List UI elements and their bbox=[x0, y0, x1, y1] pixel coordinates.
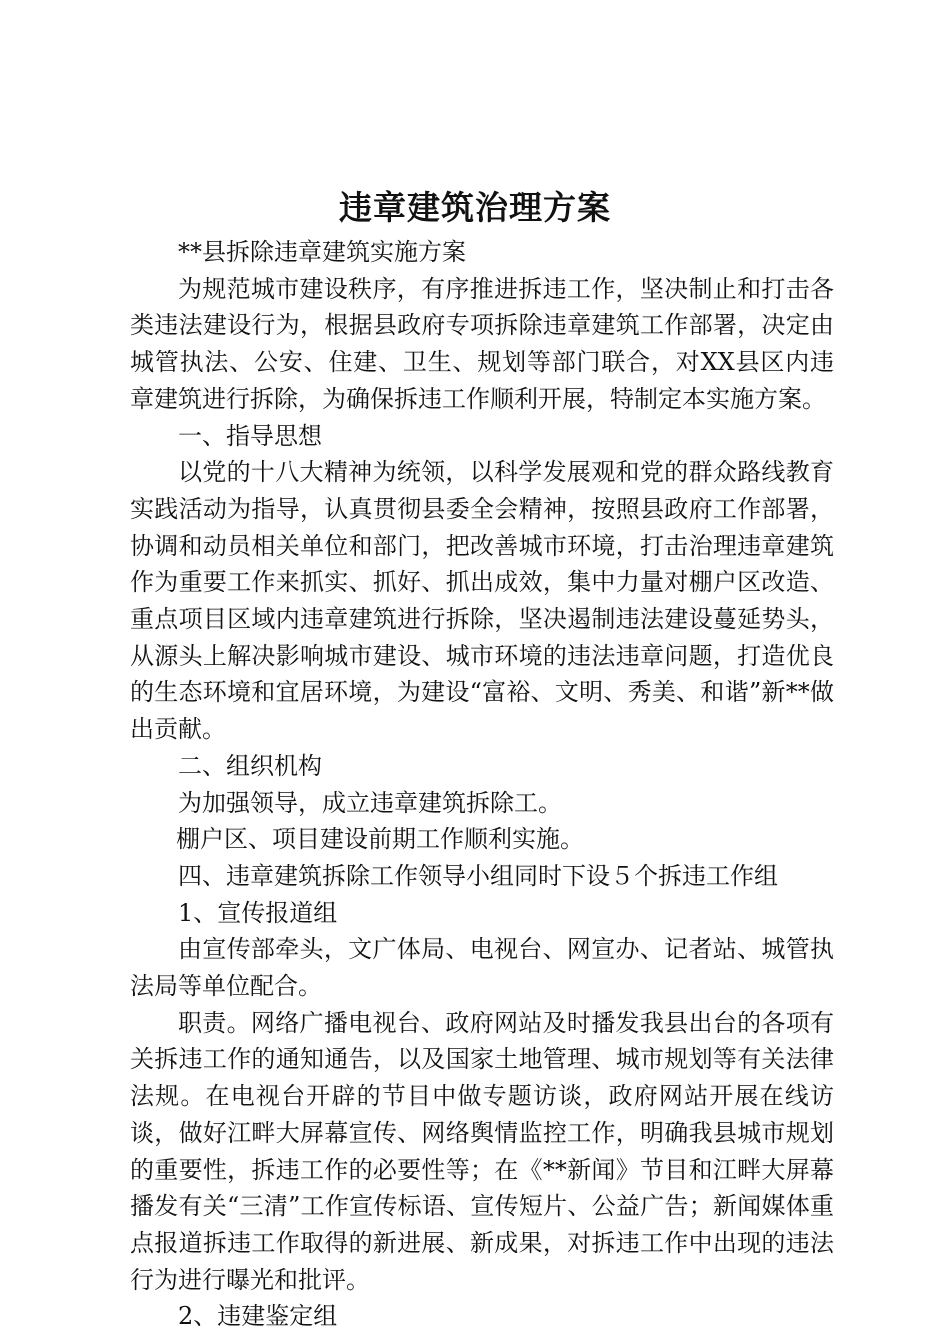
document-title: 违章建筑治理方案 bbox=[339, 188, 611, 227]
document-body bbox=[130, 234, 834, 1335]
section-heading-working-groups: 四、违章建筑拆除工作领导小组同时下设５个拆违工作组 bbox=[178, 861, 778, 890]
organization-paragraph: 为加强领导，成立违章建筑拆除工。 bbox=[178, 788, 562, 817]
subtitle-paragraph: **县拆除违章建筑实施方案 bbox=[178, 238, 466, 266]
publicity-lead-paragraph: 由宣传部牵头，文广体局、电视台、网宣办、记者站、城管执法局等单位配合。 bbox=[130, 935, 834, 1001]
intro-paragraph: 为规范城市建设秩序，有序推进拆违工作，坚决制止和打击各类违法建设行为，根据县政府专项拆除违章建筑工作部署，决定由城管执法、公安、住建、卫生、规划等部门联合，对XX县区内违章建筑进行拆除，为确保拆违工作顺利开展，特制定本实施方案。 bbox=[130, 274, 834, 413]
section-heading-guiding-ideology: 一、指导思想 bbox=[178, 421, 322, 450]
organization-paragraph-2: 棚户区、项目建设前期工作顺利实施。 bbox=[176, 825, 584, 854]
section-heading-organization: 二、组织机构 bbox=[178, 751, 322, 780]
group-heading-identification: 2、违建鉴定组 bbox=[178, 1302, 338, 1331]
group-heading-publicity: 1、宣传报道组 bbox=[178, 898, 338, 927]
guiding-ideology-paragraph: 以党的十八大精神为统领，以科学发展观和党的群众路线教育实践活动为指导，认真贯彻县委全会精神，按照县政府工作部署，协调和动员相关单位和部门，把改善城市环境，打击治理违章建筑作为重要工作来抓实、抓好、抓出成效，集中力量对棚户区改造、重点项目区域内违章建筑进行拆除，坚决遏制违法建设蔓延势头，从源头上解决影响城市建设、城市环境的违法违章问题，打造优良的生态环境和宜居环境，为建设“富裕、文明、秀美、和谐”新**做出贡献。 bbox=[130, 458, 834, 744]
publicity-duties-paragraph: 职责。网络广播电视台、政府网站及时播发我县出台的各项有关拆违工作的通知通告，以及国家土地管理、城市规划等有关法律法规。在电视台开辟的节目中做专题访谈，政府网站开展在线访谈，做好江畔大屏幕宣传、网络舆情监控工作，明确我县城市规划的重要性，拆违工作的必要性等；在《**新闻》节目和江畔大屏幕播发有关“三清”工作宣传标语、宣传短片、公益广告；新闻媒体重点报道拆违工作取得的新进展、新成果，对拆违工作中出现的违法行为进行曝光和批评。 bbox=[130, 1008, 834, 1294]
